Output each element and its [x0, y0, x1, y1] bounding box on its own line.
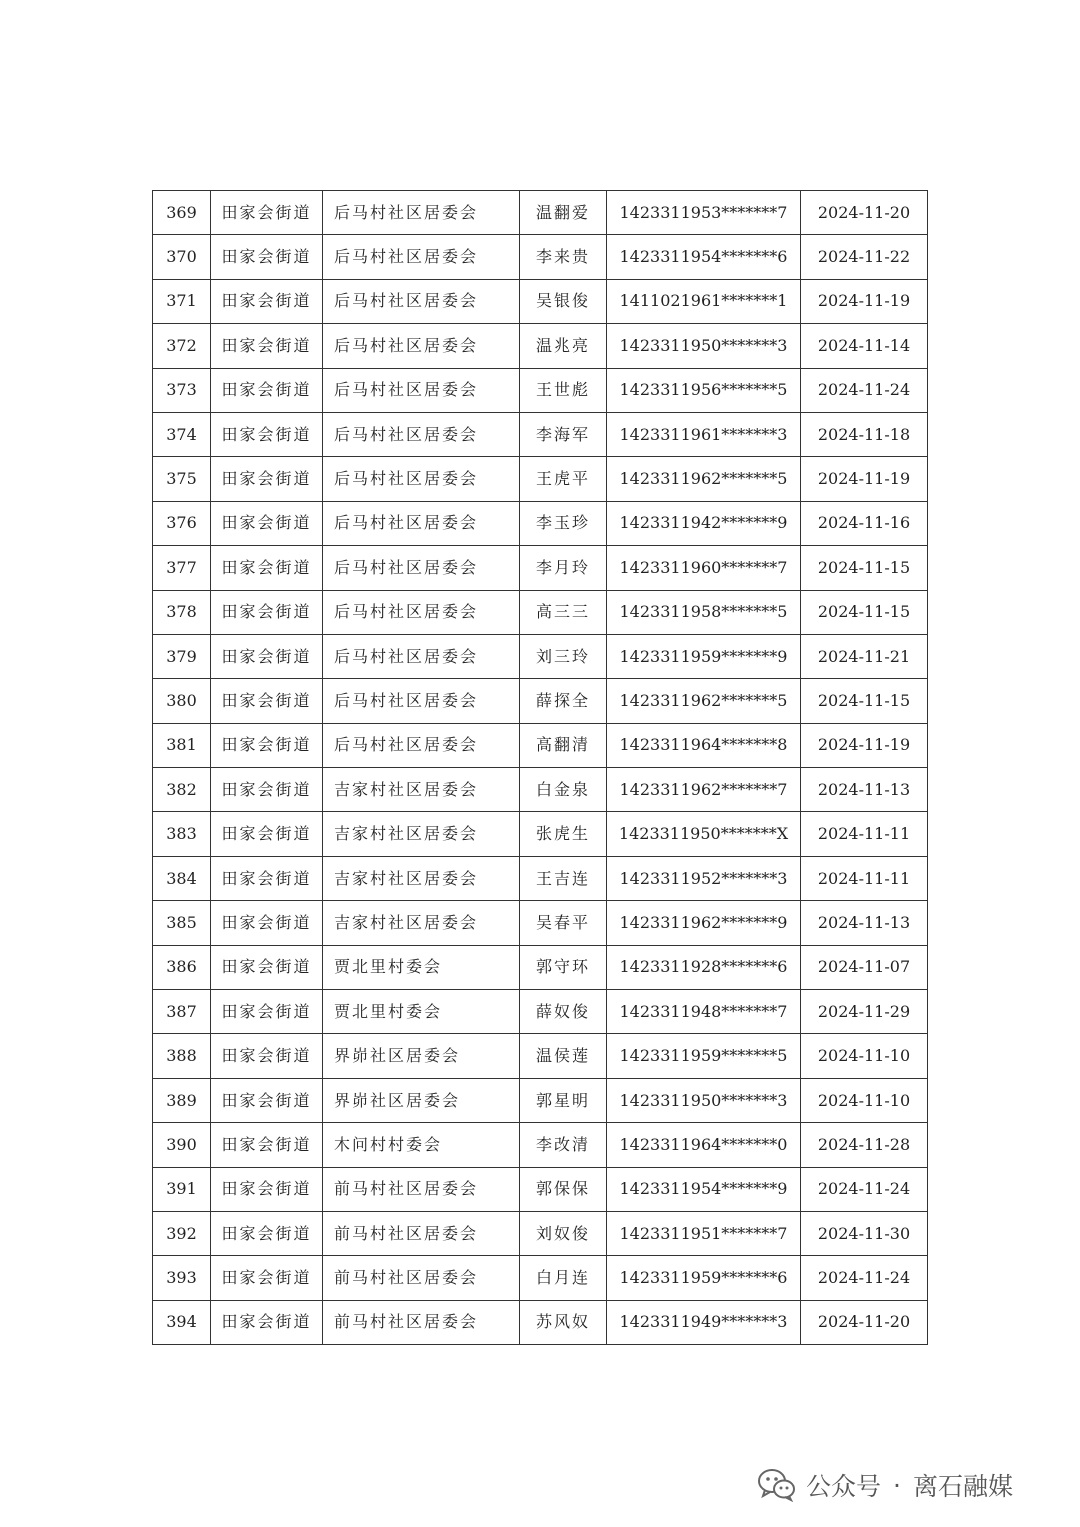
street-name-cell: 田家会街道: [211, 768, 323, 812]
person-name-cell: 温侯莲: [520, 1034, 607, 1078]
row-number-cell: 375: [153, 457, 211, 501]
village-committee-cell: 贾北里村委会: [323, 990, 520, 1034]
record-date-cell: 2024-11-07: [801, 945, 928, 989]
street-name-cell: 田家会街道: [211, 812, 323, 856]
row-number-cell: 385: [153, 901, 211, 945]
id-number-cell: 1423311964*******8: [607, 723, 801, 767]
village-committee-cell: 吉家村社区居委会: [323, 768, 520, 812]
person-name-cell: 吴银俊: [520, 279, 607, 323]
street-name-cell: 田家会街道: [211, 1300, 323, 1344]
footer-separator: ·: [893, 1470, 901, 1500]
id-number-cell: 1423311962*******5: [607, 457, 801, 501]
row-number-cell: 376: [153, 501, 211, 545]
person-name-cell: 李来贵: [520, 235, 607, 279]
street-name-cell: 田家会街道: [211, 279, 323, 323]
table-row: [153, 1256, 928, 1300]
street-name-cell: 田家会街道: [211, 235, 323, 279]
id-number-cell: 1423311958*******5: [607, 590, 801, 634]
row-number-cell: 381: [153, 723, 211, 767]
street-name-cell: 田家会街道: [211, 901, 323, 945]
village-committee-cell: 后马村社区居委会: [323, 501, 520, 545]
person-name-cell: 吴春平: [520, 901, 607, 945]
village-committee-cell: 前马村社区居委会: [323, 1256, 520, 1300]
table-row: [153, 235, 928, 279]
footer-label: 公众号: [806, 1472, 882, 1501]
row-number-cell: 390: [153, 1123, 211, 1167]
row-number-cell: 371: [153, 279, 211, 323]
village-committee-cell: 前马村社区居委会: [323, 1167, 520, 1211]
row-number-cell: 378: [153, 590, 211, 634]
street-name-cell: 田家会街道: [211, 990, 323, 1034]
street-name-cell: 田家会街道: [211, 945, 323, 989]
street-name-cell: 田家会街道: [211, 1078, 323, 1122]
street-name-cell: 田家会街道: [211, 723, 323, 767]
person-name-cell: 刘奴俊: [520, 1211, 607, 1255]
id-number-cell: 1423311950*******3: [607, 1078, 801, 1122]
street-name-cell: 田家会街道: [211, 1034, 323, 1078]
table-row: [153, 1211, 928, 1255]
village-committee-cell: 后马村社区居委会: [323, 368, 520, 412]
person-name-cell: 张虎生: [520, 812, 607, 856]
village-committee-cell: 后马村社区居委会: [323, 279, 520, 323]
table-row: [153, 279, 928, 323]
village-committee-cell: 后马村社区居委会: [323, 412, 520, 456]
street-name-cell: 田家会街道: [211, 546, 323, 590]
village-committee-cell: 界峁社区居委会: [323, 1034, 520, 1078]
record-date-cell: 2024-11-30: [801, 1211, 928, 1255]
record-date-cell: 2024-11-11: [801, 856, 928, 900]
table-row: [153, 368, 928, 412]
person-name-cell: 高翻清: [520, 723, 607, 767]
person-name-cell: 温兆亮: [520, 324, 607, 368]
village-committee-cell: 吉家村社区居委会: [323, 901, 520, 945]
person-name-cell: 李改清: [520, 1123, 607, 1167]
row-number-cell: 387: [153, 990, 211, 1034]
id-number-cell: 1423311956*******5: [607, 368, 801, 412]
village-committee-cell: 木问村村委会: [323, 1123, 520, 1167]
village-committee-cell: 前马村社区居委会: [323, 1211, 520, 1255]
id-number-cell: 1423311961*******3: [607, 412, 801, 456]
table-row: [153, 990, 928, 1034]
table-row: [153, 634, 928, 678]
person-name-cell: 郭保保: [520, 1167, 607, 1211]
record-table-container: [152, 190, 928, 1345]
id-number-cell: 1423311952*******3: [607, 856, 801, 900]
record-date-cell: 2024-11-24: [801, 1256, 928, 1300]
record-date-cell: 2024-11-20: [801, 1300, 928, 1344]
record-date-cell: 2024-11-11: [801, 812, 928, 856]
street-name-cell: 田家会街道: [211, 1211, 323, 1255]
record-table: [152, 190, 928, 1345]
record-date-cell: 2024-11-21: [801, 634, 928, 678]
row-number-cell: 377: [153, 546, 211, 590]
row-number-cell: 392: [153, 1211, 211, 1255]
village-committee-cell: 后马村社区居委会: [323, 679, 520, 723]
street-name-cell: 田家会街道: [211, 679, 323, 723]
watermark-footer: [758, 1463, 1013, 1507]
row-number-cell: 370: [153, 235, 211, 279]
table-row: [153, 590, 928, 634]
row-number-cell: 388: [153, 1034, 211, 1078]
table-row: [153, 723, 928, 767]
table-row: [153, 901, 928, 945]
street-name-cell: 田家会街道: [211, 457, 323, 501]
village-committee-cell: 后马村社区居委会: [323, 634, 520, 678]
village-committee-cell: 后马村社区居委会: [323, 235, 520, 279]
id-number-cell: 1423311949*******3: [607, 1300, 801, 1344]
row-number-cell: 384: [153, 856, 211, 900]
table-row: [153, 546, 928, 590]
village-committee-cell: 后马村社区居委会: [323, 191, 520, 235]
village-committee-cell: 吉家村社区居委会: [323, 856, 520, 900]
street-name-cell: 田家会街道: [211, 634, 323, 678]
person-name-cell: 温翻爱: [520, 191, 607, 235]
id-number-cell: 1411021961*******1: [607, 279, 801, 323]
person-name-cell: 李月玲: [520, 546, 607, 590]
person-name-cell: 薛奴俊: [520, 990, 607, 1034]
record-date-cell: 2024-11-15: [801, 590, 928, 634]
row-number-cell: 394: [153, 1300, 211, 1344]
person-name-cell: 白金泉: [520, 768, 607, 812]
row-number-cell: 374: [153, 412, 211, 456]
row-number-cell: 373: [153, 368, 211, 412]
person-name-cell: 郭守环: [520, 945, 607, 989]
row-number-cell: 393: [153, 1256, 211, 1300]
record-date-cell: 2024-11-10: [801, 1078, 928, 1122]
id-number-cell: 1423311959*******9: [607, 634, 801, 678]
person-name-cell: 王世彪: [520, 368, 607, 412]
id-number-cell: 1423311959*******5: [607, 1034, 801, 1078]
record-date-cell: 2024-11-13: [801, 901, 928, 945]
street-name-cell: 田家会街道: [211, 501, 323, 545]
record-date-cell: 2024-11-19: [801, 457, 928, 501]
row-number-cell: 380: [153, 679, 211, 723]
record-date-cell: 2024-11-20: [801, 191, 928, 235]
row-number-cell: 372: [153, 324, 211, 368]
record-date-cell: 2024-11-16: [801, 501, 928, 545]
id-number-cell: 1423311954*******9: [607, 1167, 801, 1211]
village-committee-cell: 后马村社区居委会: [323, 457, 520, 501]
table-row: [153, 856, 928, 900]
record-date-cell: 2024-11-19: [801, 723, 928, 767]
record-date-cell: 2024-11-14: [801, 324, 928, 368]
id-number-cell: 1423311962*******5: [607, 679, 801, 723]
row-number-cell: 379: [153, 634, 211, 678]
table-row: [153, 324, 928, 368]
id-number-cell: 1423311964*******0: [607, 1123, 801, 1167]
record-date-cell: 2024-11-10: [801, 1034, 928, 1078]
table-row: [153, 1300, 928, 1344]
record-date-cell: 2024-11-24: [801, 368, 928, 412]
id-number-cell: 1423311959*******6: [607, 1256, 801, 1300]
street-name-cell: 田家会街道: [211, 1256, 323, 1300]
record-date-cell: 2024-11-22: [801, 235, 928, 279]
id-number-cell: 1423311962*******7: [607, 768, 801, 812]
table-row: [153, 1034, 928, 1078]
id-number-cell: 1423311928*******6: [607, 945, 801, 989]
village-committee-cell: 贾北里村委会: [323, 945, 520, 989]
id-number-cell: 1423311950*******3: [607, 324, 801, 368]
row-number-cell: 369: [153, 191, 211, 235]
street-name-cell: 田家会街道: [211, 1123, 323, 1167]
person-name-cell: 白月连: [520, 1256, 607, 1300]
table-body: [153, 191, 928, 1345]
person-name-cell: 王吉连: [520, 856, 607, 900]
id-number-cell: 1423311953*******7: [607, 191, 801, 235]
person-name-cell: 王虎平: [520, 457, 607, 501]
footer-account-name: 离石融媒: [912, 1472, 1013, 1501]
row-number-cell: 382: [153, 768, 211, 812]
table-row: [153, 191, 928, 235]
record-date-cell: 2024-11-19: [801, 279, 928, 323]
table-row: [153, 1167, 928, 1211]
id-number-cell: 1423311962*******9: [607, 901, 801, 945]
street-name-cell: 田家会街道: [211, 191, 323, 235]
table-row: [153, 679, 928, 723]
person-name-cell: 高三三: [520, 590, 607, 634]
table-row: [153, 768, 928, 812]
street-name-cell: 田家会街道: [211, 368, 323, 412]
table-row: [153, 457, 928, 501]
table-row: [153, 945, 928, 989]
row-number-cell: 389: [153, 1078, 211, 1122]
person-name-cell: 薛探全: [520, 679, 607, 723]
street-name-cell: 田家会街道: [211, 1167, 323, 1211]
person-name-cell: 苏风奴: [520, 1300, 607, 1344]
village-committee-cell: 后马村社区居委会: [323, 324, 520, 368]
street-name-cell: 田家会街道: [211, 324, 323, 368]
street-name-cell: 田家会街道: [211, 412, 323, 456]
row-number-cell: 386: [153, 945, 211, 989]
record-date-cell: 2024-11-18: [801, 412, 928, 456]
village-committee-cell: 后马村社区居委会: [323, 590, 520, 634]
id-number-cell: 1423311951*******7: [607, 1211, 801, 1255]
person-name-cell: 李海军: [520, 412, 607, 456]
wechat-icon: [758, 1468, 796, 1502]
village-committee-cell: 后马村社区居委会: [323, 546, 520, 590]
table-row: [153, 1078, 928, 1122]
table-row: [153, 1123, 928, 1167]
village-committee-cell: 后马村社区居委会: [323, 723, 520, 767]
person-name-cell: 郭星明: [520, 1078, 607, 1122]
table-row: [153, 812, 928, 856]
id-number-cell: 1423311950*******X: [607, 812, 801, 856]
id-number-cell: 1423311954*******6: [607, 235, 801, 279]
record-date-cell: 2024-11-29: [801, 990, 928, 1034]
id-number-cell: 1423311942*******9: [607, 501, 801, 545]
record-date-cell: 2024-11-13: [801, 768, 928, 812]
village-committee-cell: 吉家村社区居委会: [323, 812, 520, 856]
street-name-cell: 田家会街道: [211, 590, 323, 634]
street-name-cell: 田家会街道: [211, 856, 323, 900]
table-row: [153, 412, 928, 456]
row-number-cell: 383: [153, 812, 211, 856]
id-number-cell: 1423311960*******7: [607, 546, 801, 590]
table-row: [153, 501, 928, 545]
record-date-cell: 2024-11-15: [801, 679, 928, 723]
village-committee-cell: 前马村社区居委会: [323, 1300, 520, 1344]
record-date-cell: 2024-11-28: [801, 1123, 928, 1167]
row-number-cell: 391: [153, 1167, 211, 1211]
village-committee-cell: 界峁社区居委会: [323, 1078, 520, 1122]
person-name-cell: 刘三玲: [520, 634, 607, 678]
record-date-cell: 2024-11-15: [801, 546, 928, 590]
id-number-cell: 1423311948*******7: [607, 990, 801, 1034]
person-name-cell: 李玉珍: [520, 501, 607, 545]
record-date-cell: 2024-11-24: [801, 1167, 928, 1211]
